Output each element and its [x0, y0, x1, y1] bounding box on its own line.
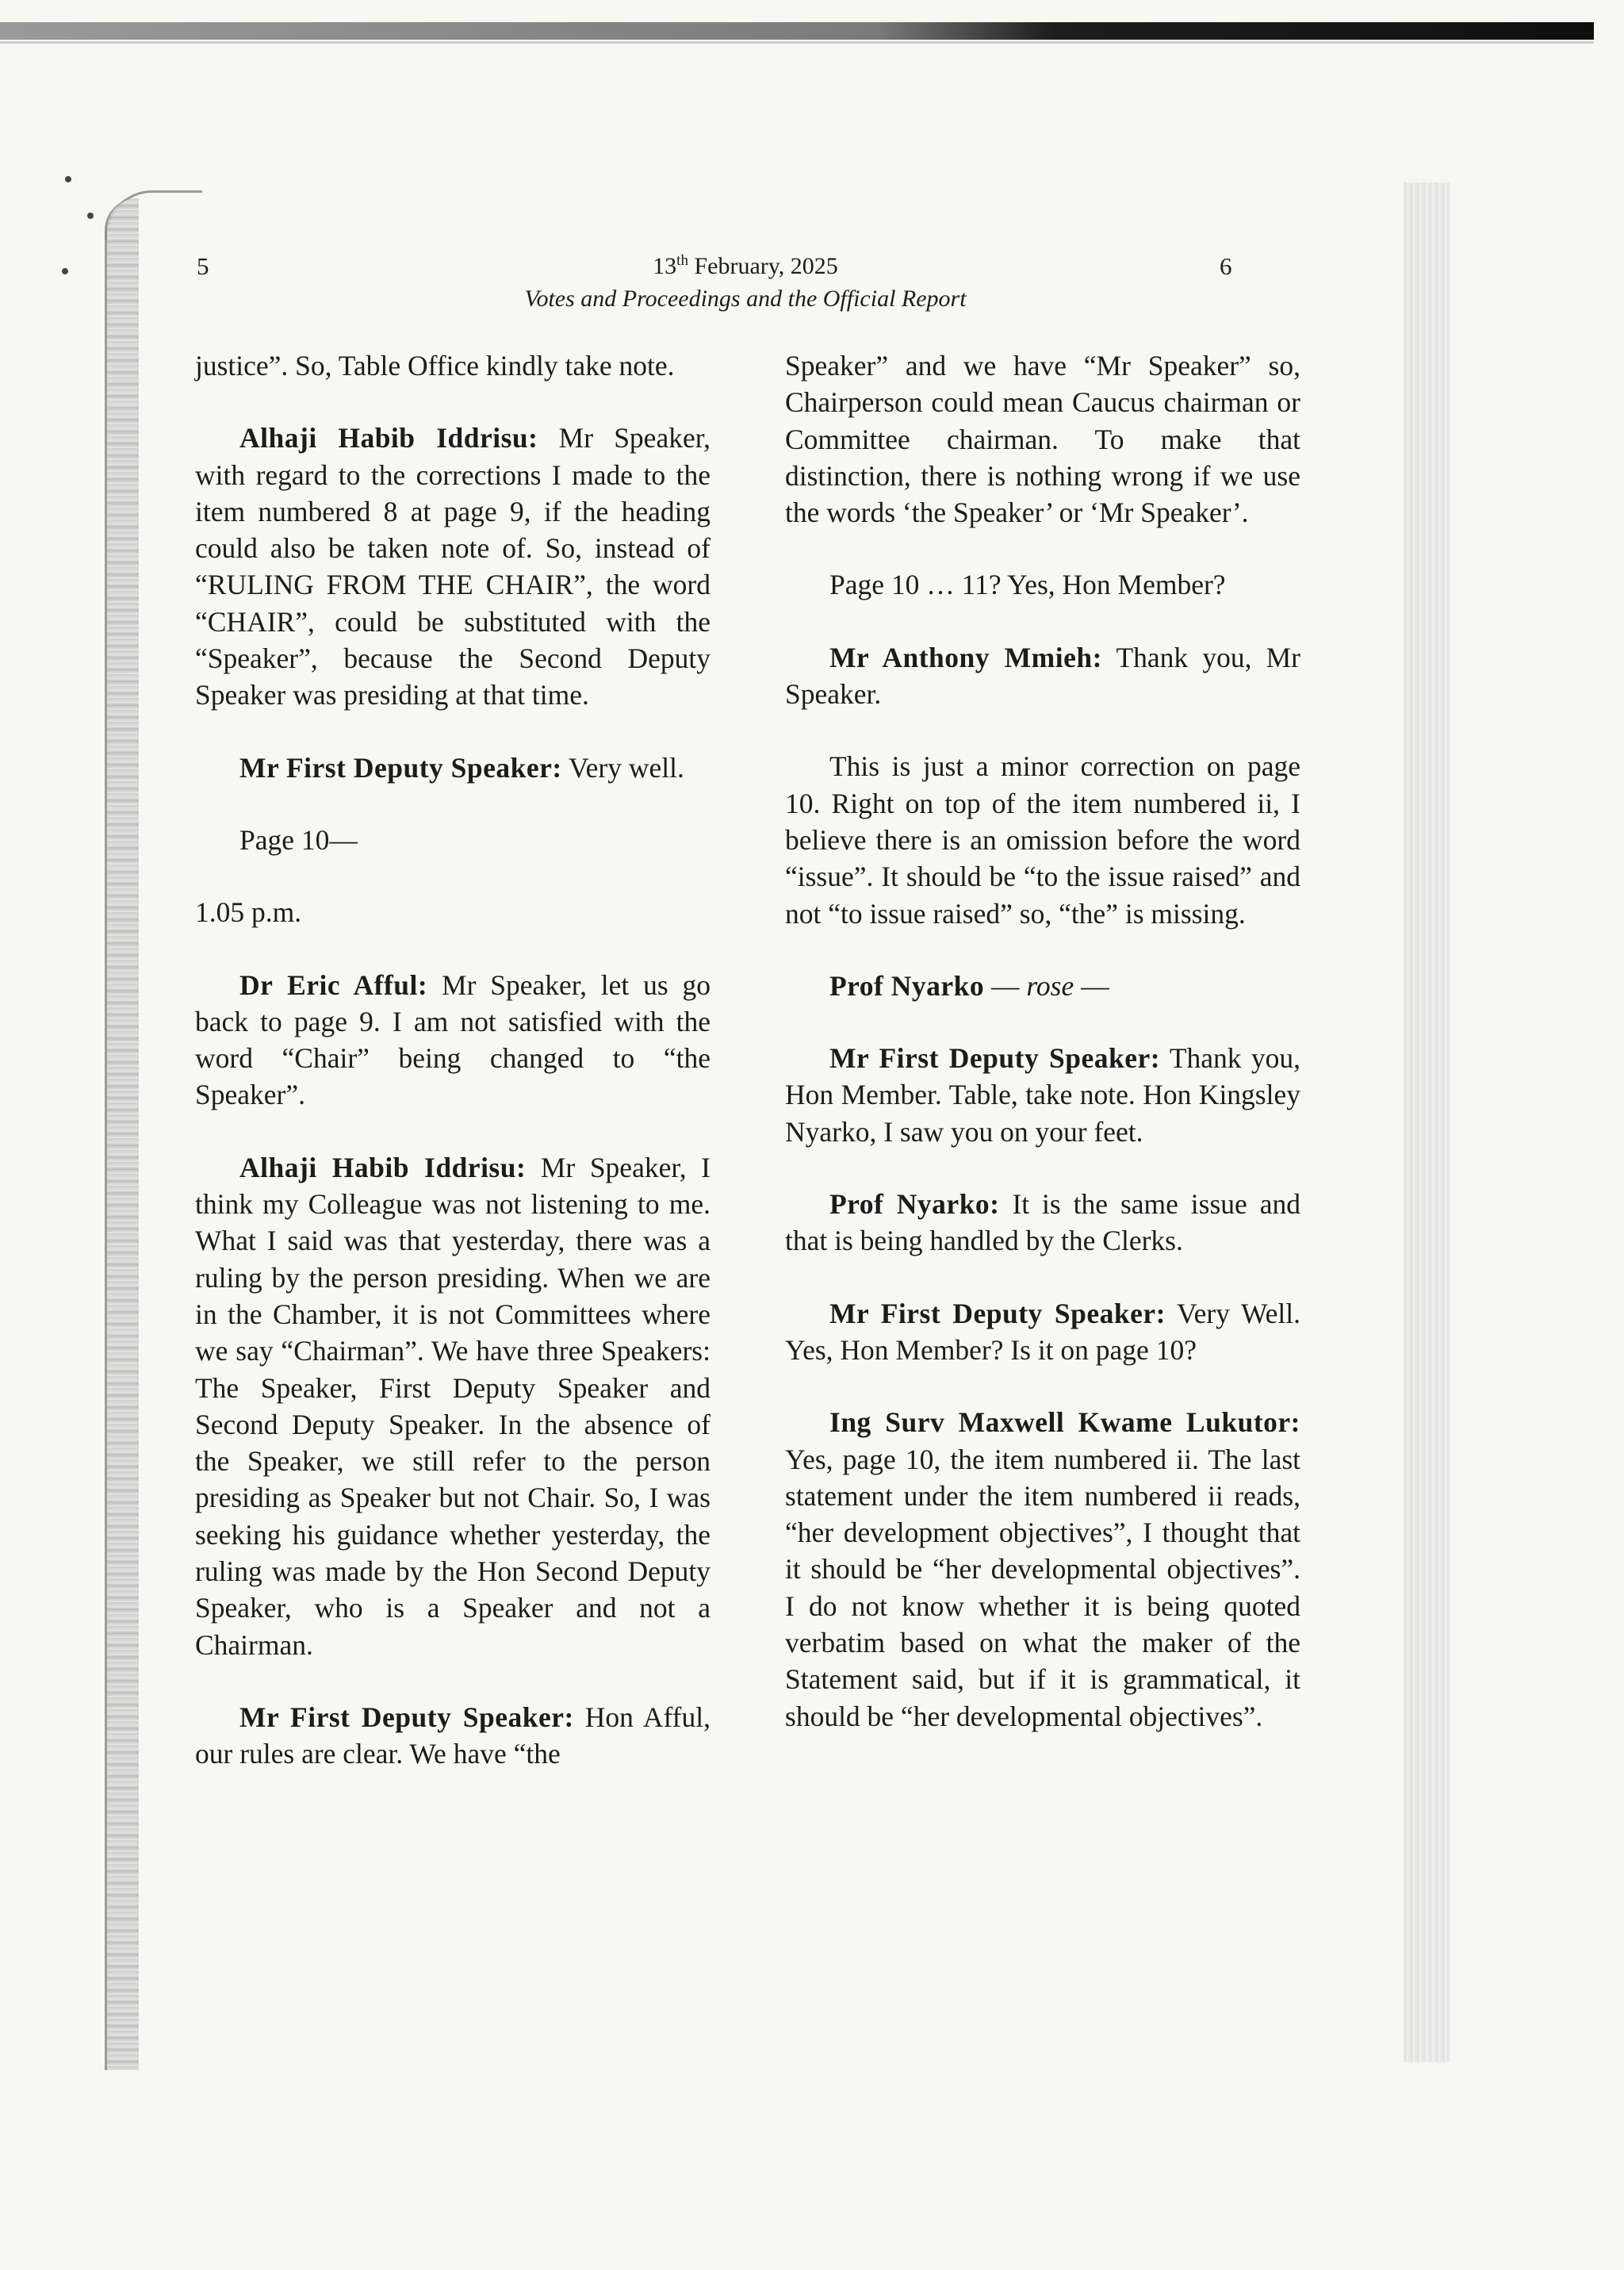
speech-text: Yes, page 10, the item numbered ii. The last statement under the item numbered ii reads, “her development objectives”, I thought that it should be “her developmental objectives”. I do not know whether it is being quoted verbatim based on what the maker of the Statement said, but if it is grammatical, it should be “her developmental objectives”.	[785, 1443, 1300, 1732]
speaker-name: Alhaji Habib Iddrisu:	[239, 422, 538, 454]
running-header	[0, 252, 1624, 324]
paragraph: This is just a minor correction on page 10. Right on top of the item numbered ii, I believe there is an omission before the word “issue”. It should be “to the issue raised” and not “to issue raised” so, “the” is missing.	[785, 750, 1300, 930]
date-suffix: th	[676, 252, 688, 269]
paragraph	[785, 1404, 1300, 1735]
paragraph: Speaker” and we have “Mr Speaker” so, Chairperson could mean Caucus chairman or Committee chairman. To make that distinction, there is nothing wrong if we use the words ‘the Speaker’ or ‘Mr Speaker’.	[785, 350, 1300, 529]
paragraph: Page 10—	[239, 823, 358, 856]
speaker-name: Mr First Deputy Speaker:	[239, 751, 562, 784]
paragraph	[195, 750, 710, 786]
speech-text: Thank you, Hon Member. Table, take note. Hon Kingsley Nyarko, I saw you on your feet.	[785, 1042, 1300, 1148]
paragraph: Page 10 … 11? Yes, Hon Member?	[829, 569, 1226, 601]
speaker-name: Mr First Deputy Speaker:	[239, 1701, 574, 1733]
speaker-name: Prof Nyarko:	[829, 1188, 1000, 1221]
speaker-name: Dr Eric Afful:	[239, 968, 428, 1001]
paragraph	[195, 967, 710, 1114]
speaker-name: Alhaji Habib Iddrisu:	[239, 1151, 527, 1183]
paragraph	[785, 1040, 1300, 1150]
paragraph	[785, 1186, 1300, 1260]
speech-text: Thank you, Mr Speaker.	[785, 641, 1301, 711]
left-column	[195, 347, 710, 1808]
date-rest: February, 2025	[688, 253, 838, 279]
paragraph	[785, 1295, 1300, 1369]
scan-binding-edge	[105, 198, 139, 2070]
speech-text: Very Well. Yes, Hon Member? Is it on page 10?	[785, 1297, 1300, 1366]
speech-text: Mr Speaker, with regard to the corrections I made to the item numbered 8 at page 9, if the heading could also be taken note of. So, instead of “RULING FROM THE CHAIR”, the word “CHAIR”, could be substituted with the “Speaker”, because the Second Deputy Speaker was presiding at that time.	[195, 422, 710, 711]
date-day: 13	[653, 253, 677, 279]
scan-right-edge	[1404, 182, 1450, 2062]
speech-text: It is the same issue and that is being handled by the Clerks.	[785, 1188, 1300, 1257]
speech-text: Mr Speaker, I think my Colleague was not listening to me. What I said was that yesterday, there was a ruling by the person presiding. When we are in the Chamber, it is not Committees where we say “Chairman”. We have three Speakers: The Speaker, First Deputy Speaker and Second Deputy Speaker. In the absence of the Speaker, we still refer to the person presiding as Speaker but not Chair. So, I was seeking his guidance whether yesterday, the ruling was made by the Hon Second Deputy Speaker, who is a Speaker and not a Chairman.	[195, 1151, 710, 1661]
paragraph	[195, 420, 710, 713]
timestamp: 1.05 p.m.	[195, 896, 302, 929]
speaker-name: Prof Nyarko	[829, 969, 985, 1002]
scan-top-border	[0, 22, 1594, 40]
stage-direction: rose	[1026, 969, 1074, 1002]
dash: —	[984, 969, 1027, 1002]
page-number-left: 5	[197, 252, 209, 280]
speaker-name: Mr First Deputy Speaker:	[829, 1297, 1166, 1329]
speech-text: Mr Speaker, let us go back to page 9. I am not satisfied with the word “Chair” being changed to “the Speaker”.	[195, 968, 710, 1111]
scan-speck	[87, 213, 94, 219]
header-title: Votes and Proceedings and the Official Report	[524, 286, 967, 312]
speaker-name: Mr Anthony Mmieh:	[829, 641, 1102, 673]
speech-text: Very well.	[561, 751, 684, 784]
paragraph	[785, 639, 1300, 713]
scan-top-border-thin	[0, 41, 1594, 44]
speech-text: Hon Afful, our rules are clear. We have “the	[195, 1701, 710, 1770]
paragraph	[195, 1699, 710, 1773]
dash: —	[1074, 969, 1109, 1002]
speaker-name: Ing Surv Maxwell Kwame Lukutor:	[829, 1406, 1300, 1439]
right-column	[785, 347, 1300, 1770]
page-number-right: 6	[1220, 252, 1232, 280]
scan-speck	[65, 176, 71, 182]
paragraph	[785, 968, 1300, 1004]
speaker-name: Mr First Deputy Speaker:	[829, 1042, 1161, 1075]
paragraph: justice”. So, Table Office kindly take note.	[195, 350, 675, 382]
header-date	[0, 252, 1491, 280]
paragraph	[195, 1149, 710, 1663]
